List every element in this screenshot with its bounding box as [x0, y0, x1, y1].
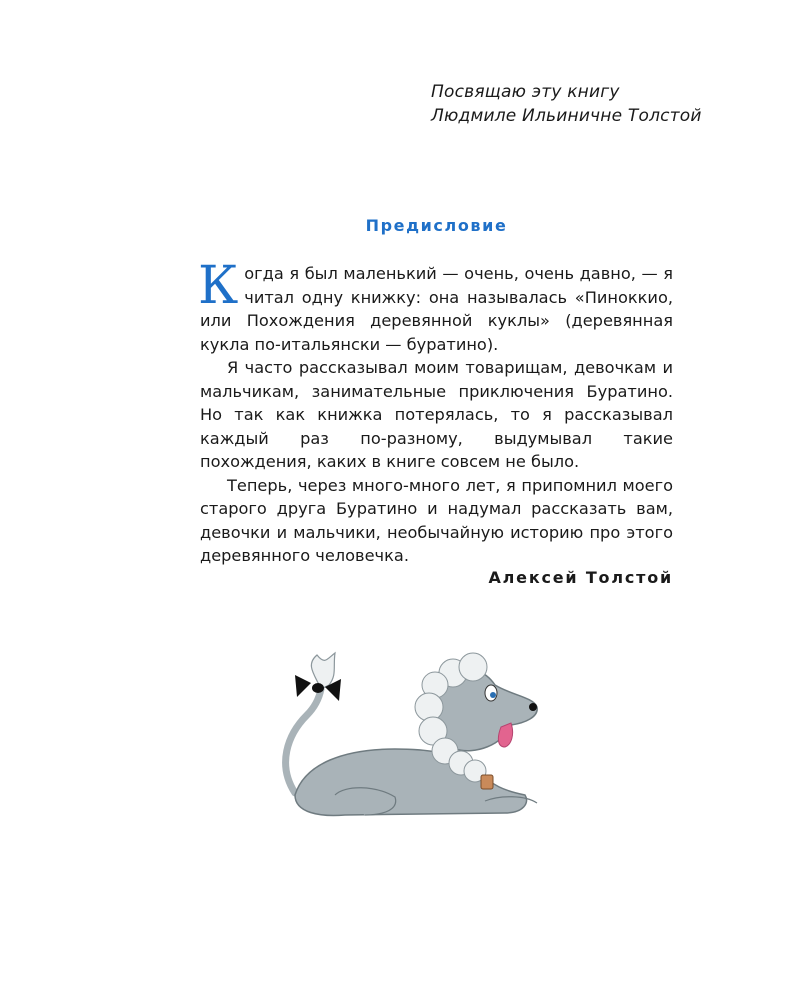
poodle-body	[295, 749, 537, 815]
wristwatch	[481, 775, 493, 789]
drop-cap: К	[198, 256, 239, 316]
paragraph-1-text: огда я был маленький — очень, очень давно, — я читал одну книжку: она называлась «Пиноккио, или Похождения деревянной куклы» (деревянная кукла по-итальянски — буратино).	[200, 264, 673, 354]
poodle-illustration	[275, 645, 560, 845]
dedication-line-2: Людмиле Ильиничне Толстой	[431, 106, 702, 126]
dedication-line-1: Посвящаю эту книгу	[431, 82, 620, 102]
dedication	[431, 80, 771, 128]
preface-paragraph-1	[198, 256, 673, 356]
author-signature: Алексей Толстой	[488, 568, 673, 587]
preface-paragraph-2: Я часто рассказывал моим товарищам, девочкам и мальчикам, занимательные приключения Буратино. Но так как книжка потерялась, то я рассказывал каждый раз по-разному, выдумывал такие похождения, каких в книге совсем не было.	[200, 358, 673, 471]
preface-paragraph-3: Теперь, через много-много лет, я припомнил моего старого друга Буратино и надумал рассказать вам, девочки и мальчики, необычайную историю про этого деревянного человечка.	[200, 475, 673, 565]
preface-body	[198, 256, 673, 568]
preface-title: Предисловие	[365, 216, 508, 235]
